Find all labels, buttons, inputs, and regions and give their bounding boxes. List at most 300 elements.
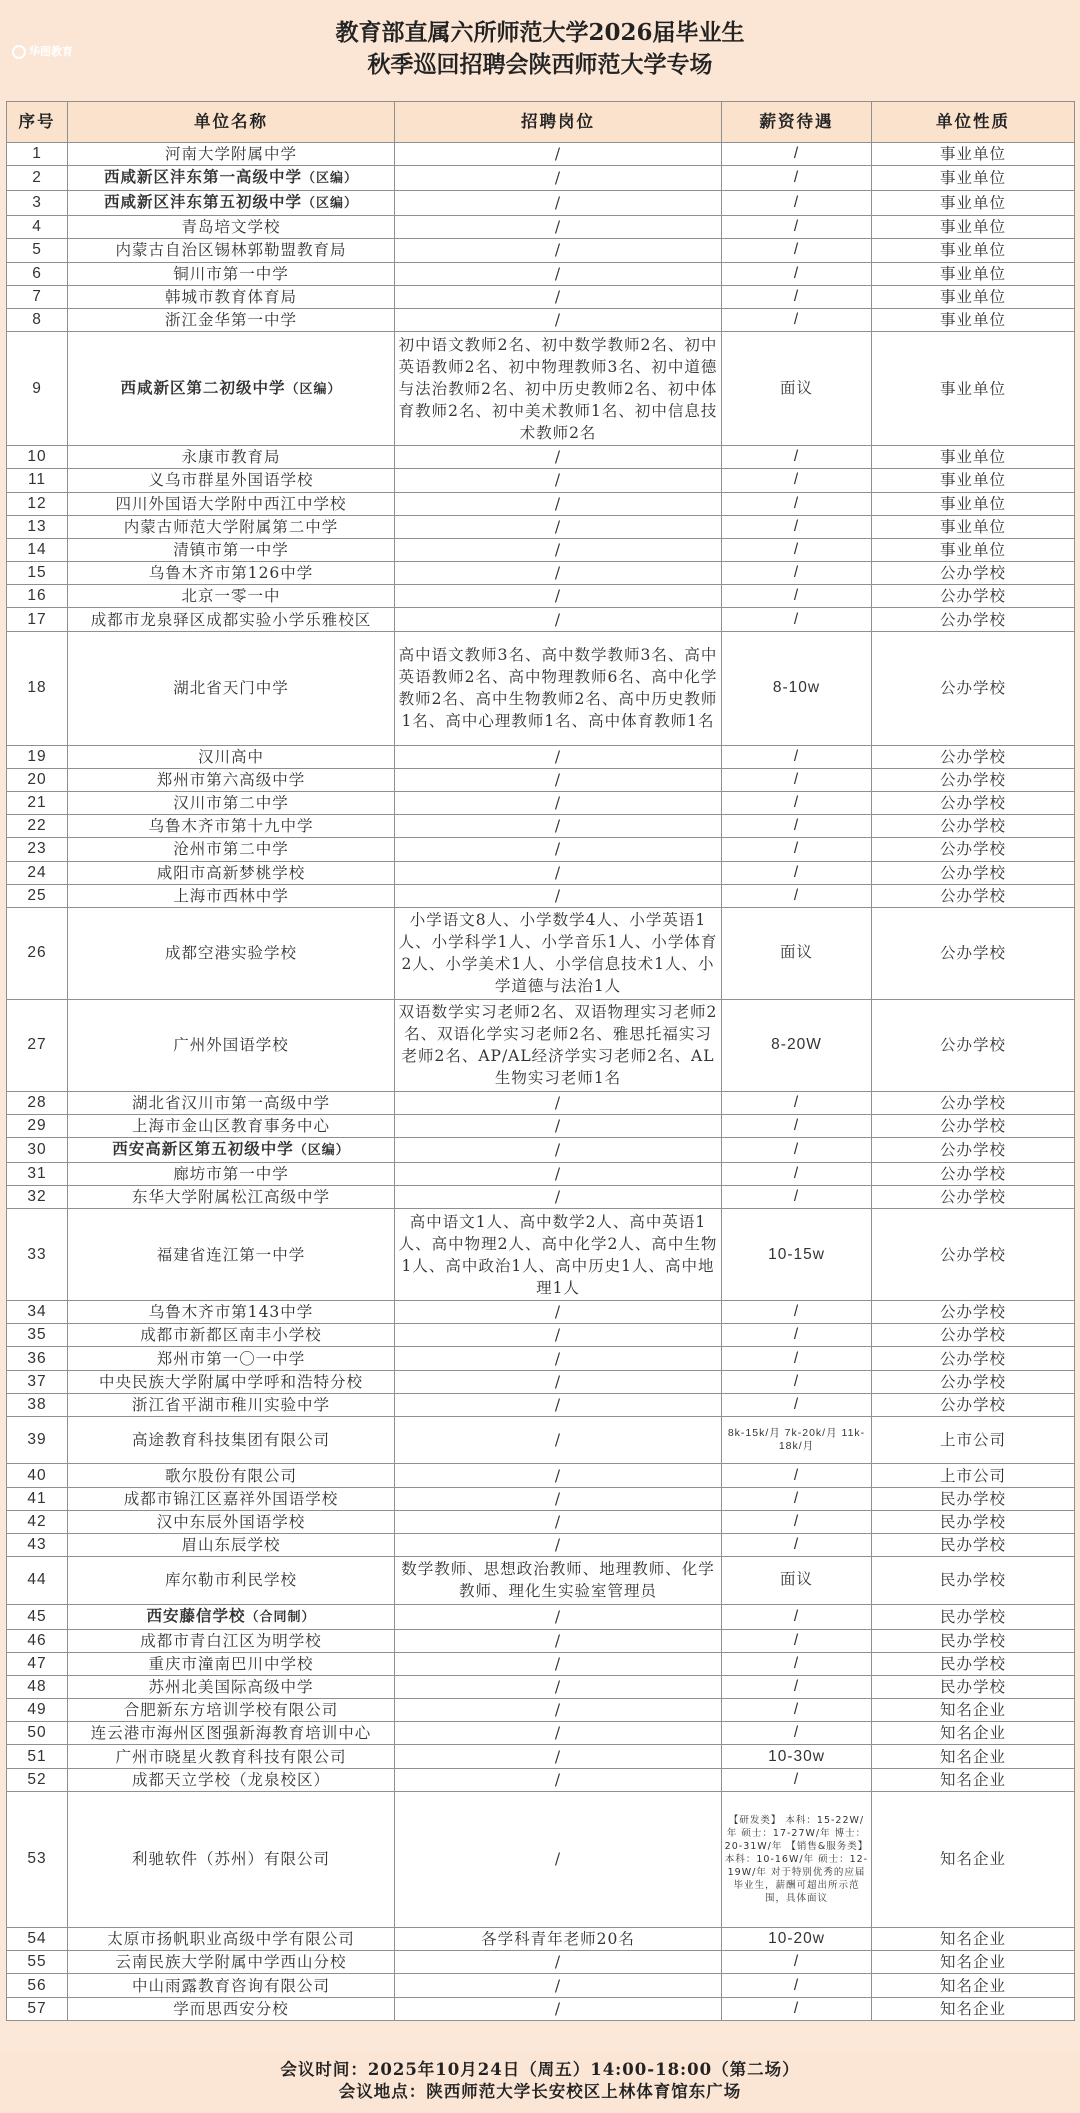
table-row [7,239,1075,262]
recruit-positions: / [395,815,722,838]
salary: / [722,562,872,585]
unit-name [68,1324,395,1347]
recruit-positions: / [395,1324,722,1347]
table-row [7,1301,1075,1324]
table-row [7,1722,1075,1745]
unit-type: 知名企业 [872,1699,1075,1722]
recruit-positions: / [395,1464,722,1487]
unit-name [68,1604,395,1629]
recruit-positions: / [395,1768,722,1791]
recruit-positions: / [395,1722,722,1745]
row-number: 22 [7,815,68,838]
salary: / [722,166,872,191]
table-row [7,1510,1075,1533]
table-row [7,745,1075,768]
row-number: 21 [7,792,68,815]
row-number: 52 [7,1768,68,1791]
salary: / [722,1186,872,1209]
unit-name [68,768,395,791]
recruit-positions: / [395,562,722,585]
row-number: 30 [7,1137,68,1162]
unit-name [68,1533,395,1556]
row-number: 28 [7,1091,68,1114]
recruit-positions: / [395,285,722,308]
table-row [7,1162,1075,1185]
recruit-positions: 小学语文8人、小学数学4人、小学英语1人、小学科学1人、小学音乐1人、小学体育2人、小学美术1人、小学信息技术1人、小学道德与法治1人 [395,907,722,999]
unit-name [68,191,395,216]
meeting-time: 会议时间：2025年10月24日（周五）14:00-18:00（第二场） [280,2060,800,2079]
unit-name-text: 成都市新都区南丰小学校 [140,1326,322,1345]
row-number: 14 [7,538,68,561]
unit-name [68,1652,395,1675]
table-row [7,1652,1075,1675]
unit-type: 事业单位 [872,239,1075,262]
unit-name [68,1974,395,1997]
unit-name-text: 北京一零一中 [181,587,281,606]
unit-type: 公办学校 [872,838,1075,861]
row-number: 41 [7,1487,68,1510]
salary: 面议 [722,907,872,999]
row-number: 45 [7,1604,68,1629]
recruit-positions: / [395,1091,722,1114]
unit-name [68,1487,395,1510]
unit-name [68,538,395,561]
unit-name [68,1557,395,1604]
unit-type: 知名企业 [872,1974,1075,1997]
unit-name [68,1768,395,1791]
table-row [7,1745,1075,1768]
salary: / [722,239,872,262]
unit-name-text: 内蒙古师范大学附属第二中学 [123,517,339,536]
unit-name-text: 上海市金山区教育事务中心 [131,1116,330,1135]
table-row [7,792,1075,815]
unit-type: 知名企业 [872,1722,1075,1745]
salary: / [722,492,872,515]
row-number: 25 [7,884,68,907]
unit-name-text: 铜川市第一中学 [173,264,289,283]
recruit-positions: / [395,1510,722,1533]
salary: / [722,1974,872,1997]
recruit-positions: / [395,585,722,608]
unit-name-text: 湖北省天门中学 [173,679,289,698]
table-row [7,143,1075,166]
unit-name-text: 成都天立学校（龙泉校区） [131,1770,330,1789]
unit-name [68,1393,395,1416]
unit-type: 公办学校 [872,792,1075,815]
salary: / [722,1768,872,1791]
unit-name-text: 重庆市潼南巴川中学校 [148,1654,314,1673]
row-number: 32 [7,1186,68,1209]
unit-name-text: 利驰软件（苏州）有限公司 [131,1850,330,1869]
salary: / [722,469,872,492]
unit-name-text: 眉山东辰学校 [181,1536,281,1555]
row-number: 29 [7,1114,68,1137]
salary: / [722,745,872,768]
unit-type: 公办学校 [872,585,1075,608]
unit-name-text: 西咸新区沣东第一高级中学 [103,167,302,187]
unit-name-text: 义乌市群星外国语学校 [148,471,314,490]
row-number: 5 [7,239,68,262]
salary: / [722,1997,872,2020]
table-row [7,1928,1075,1951]
unit-name-text: 郑州市第六高级中学 [156,770,306,789]
salary: / [722,191,872,216]
salary: / [722,1510,872,1533]
unit-name-text: 乌鲁木齐市第143中学 [148,1303,314,1322]
unit-type: 公办学校 [872,1347,1075,1370]
unit-tag: （区编） [302,171,359,187]
salary: / [722,1393,872,1416]
unit-type: 公办学校 [872,1324,1075,1347]
logo-text: 华图教育 [29,45,73,58]
unit-type: 事业单位 [872,308,1075,331]
unit-type: 公办学校 [872,608,1075,631]
unit-type: 事业单位 [872,143,1075,166]
unit-name [68,1629,395,1652]
unit-name [68,239,395,262]
unit-name-text: 成都市锦江区嘉祥外国语学校 [123,1489,339,1508]
unit-name-text: 歌尔股份有限公司 [164,1466,297,1485]
recruit-positions: / [395,1417,722,1464]
recruit-positions: / [395,308,722,331]
salary: 【研发类】 本科：15-22W/年 硕士：17-27W/年 博士：20-31W/年 【销售&服务类】 本科：10-16W/年 硕士：12-19W/年 对于特别优秀的应届毕业生，薪酬可超出所示范围，具体面议 [722,1791,872,1927]
unit-name-text: 广州外国语学校 [173,1036,289,1055]
table-row [7,191,1075,216]
unit-name-text: 学而思西安分校 [173,1999,289,2018]
unit-name-text: 湖北省汉川市第一高级中学 [131,1093,330,1112]
unit-type: 事业单位 [872,515,1075,538]
recruit-positions: 高中语文教师3名、高中数学教师3名、高中英语教师2名、高中物理教师6名、高中化学教师2名、高中生物教师2名、高中历史教师1名、高中心理教师1名、高中体育教师1名 [395,631,722,745]
column-header-salary: 薪资待遇 [722,102,872,143]
unit-name-text: 汉川高中 [197,747,264,766]
recruit-positions: / [395,1370,722,1393]
unit-type: 民办学校 [872,1604,1075,1629]
unit-name [68,1370,395,1393]
unit-name [68,838,395,861]
unit-type: 公办学校 [872,861,1075,884]
unit-name-text: 韩城市教育体育局 [164,287,297,306]
unit-name-text: 西咸新区沣东第五初级中学 [103,192,302,212]
unit-type: 事业单位 [872,285,1075,308]
row-number: 38 [7,1393,68,1416]
salary: / [722,815,872,838]
unit-name [68,1114,395,1137]
recruit-positions: / [395,1393,722,1416]
salary: / [722,1162,872,1185]
unit-type: 公办学校 [872,1114,1075,1137]
row-number: 23 [7,838,68,861]
row-number: 7 [7,285,68,308]
recruit-positions: / [395,1699,722,1722]
unit-type: 上市公司 [872,1417,1075,1464]
recruit-positions: / [395,745,722,768]
table-row [7,585,1075,608]
unit-name-text: 永康市教育局 [181,448,281,467]
recruit-positions: 数学教师、思想政治教师、地理教师、化学教师、理化生实验室管理员 [395,1557,722,1604]
recruit-positions: / [395,1997,722,2020]
salary: / [722,1629,872,1652]
row-number: 48 [7,1675,68,1698]
unit-name [68,585,395,608]
row-number: 42 [7,1510,68,1533]
unit-type: 公办学校 [872,1393,1075,1416]
table-row [7,332,1075,446]
salary: / [722,1487,872,1510]
unit-type: 知名企业 [872,1951,1075,1974]
recruit-positions: / [395,1652,722,1675]
unit-name-text: 成都空港实验学校 [164,944,297,963]
unit-tag: （区编） [293,1142,350,1158]
unit-name [68,745,395,768]
unit-name-text: 青岛培文学校 [181,218,281,237]
unit-type: 公办学校 [872,1209,1075,1301]
table-row [7,1209,1075,1301]
unit-name-text: 成都市龙泉驿区成都实验小学乐雅校区 [90,610,372,629]
table-row [7,262,1075,285]
column-header-name: 单位名称 [68,102,395,143]
unit-name-text: 浙江省平湖市稚川实验中学 [131,1395,330,1414]
recruit-positions: / [395,1745,722,1768]
unit-name-text: 内蒙古自治区锡林郭勒盟教育局 [115,241,347,260]
unit-name-text: 郑州市第一〇一中学 [156,1349,306,1368]
unit-tag: （合同制） [245,1609,316,1625]
unit-name-text: 太原市扬帆职业高级中学有限公司 [107,1930,355,1949]
salary: / [722,792,872,815]
unit-name [68,446,395,469]
table-row [7,815,1075,838]
salary: 10-15w [722,1209,872,1301]
table-row [7,538,1075,561]
salary: 面议 [722,1557,872,1604]
salary: / [722,608,872,631]
table-row [7,515,1075,538]
unit-name [68,469,395,492]
unit-type: 民办学校 [872,1557,1075,1604]
table-row [7,1324,1075,1347]
row-number: 6 [7,262,68,285]
unit-type: 知名企业 [872,1791,1075,1927]
table-row [7,768,1075,791]
table-row [7,166,1075,191]
recruit-positions: 高中语文1人、高中数学2人、高中英语1人、高中物理2人、高中化学2人、高中生物1人、高中政治1人、高中历史1人、高中地理1人 [395,1209,722,1301]
salary: / [722,216,872,239]
table-row [7,1675,1075,1698]
row-number: 57 [7,1997,68,2020]
brand-logo [12,40,82,64]
unit-type: 事业单位 [872,166,1075,191]
table-row [7,1186,1075,1209]
unit-type: 知名企业 [872,1997,1075,2020]
unit-name [68,1951,395,1974]
salary: / [722,768,872,791]
table-row [7,1417,1075,1464]
unit-name [68,1347,395,1370]
row-number: 27 [7,999,68,1091]
recruit-positions: / [395,1137,722,1162]
table-row [7,1137,1075,1162]
unit-type: 事业单位 [872,191,1075,216]
unit-type: 事业单位 [872,492,1075,515]
unit-tag: （区编） [285,381,342,397]
salary: / [722,838,872,861]
unit-name [68,562,395,585]
row-number: 10 [7,446,68,469]
table-row [7,884,1075,907]
unit-type: 知名企业 [872,1928,1075,1951]
unit-type: 民办学校 [872,1652,1075,1675]
row-number: 11 [7,469,68,492]
unit-name-text: 清镇市第一中学 [173,540,289,559]
row-number: 1 [7,143,68,166]
recruit-positions: / [395,216,722,239]
salary: / [722,1301,872,1324]
table-row [7,1951,1075,1974]
unit-name [68,1137,395,1162]
table-row [7,999,1075,1091]
recruit-positions: / [395,515,722,538]
table-row [7,469,1075,492]
recruit-positions: / [395,469,722,492]
row-number: 15 [7,562,68,585]
unit-name-text: 四川外国语大学附中西江中学校 [115,494,347,513]
salary: / [722,285,872,308]
recruit-positions: / [395,1675,722,1698]
row-number: 54 [7,1928,68,1951]
salary: / [722,1464,872,1487]
salary: / [722,538,872,561]
unit-name-text: 连云港市海州区图强新海教育培训中心 [90,1724,372,1743]
recruitment-table [6,101,1075,2021]
table-row [7,1629,1075,1652]
unit-name [68,792,395,815]
unit-name [68,1675,395,1698]
unit-type: 民办学校 [872,1510,1075,1533]
recruit-positions: / [395,262,722,285]
recruit-positions: / [395,492,722,515]
salary: / [722,1137,872,1162]
recruit-positions: / [395,1604,722,1629]
table-row [7,907,1075,999]
salary: / [722,1324,872,1347]
recruit-positions: 初中语文教师2名、初中数学教师2名、初中英语教师2名、初中物理教师3名、初中道德与法治教师2名、初中历史教师2名、初中体育教师2名、初中美术教师1名、初中信息技术教师2名 [395,332,722,446]
unit-name-text: 西安高新区第五初级中学 [112,1138,294,1158]
row-number: 35 [7,1324,68,1347]
unit-name [68,143,395,166]
table-row [7,1464,1075,1487]
table-row [7,492,1075,515]
recruit-positions: / [395,239,722,262]
recruit-positions: / [395,838,722,861]
unit-name [68,492,395,515]
unit-name [68,884,395,907]
unit-tag: （区编） [302,196,359,212]
unit-type: 公办学校 [872,631,1075,745]
unit-name [68,608,395,631]
page-title-line1: 教育部直属六所师范大学2026届毕业生 [335,19,745,46]
unit-type: 民办学校 [872,1675,1075,1698]
table-row [7,838,1075,861]
unit-name [68,1464,395,1487]
table-row [7,608,1075,631]
salary: / [722,1533,872,1556]
row-number: 53 [7,1791,68,1927]
salary: / [722,1604,872,1629]
unit-name-text: 苏州北美国际高级中学 [148,1678,314,1697]
row-number: 55 [7,1951,68,1974]
table-row [7,1768,1075,1791]
table-row [7,1974,1075,1997]
recruit-positions: / [395,446,722,469]
table-row [7,1604,1075,1629]
unit-name-text: 沧州市第二中学 [173,840,289,859]
unit-name [68,1510,395,1533]
recruit-positions: / [395,884,722,907]
unit-type: 上市公司 [872,1464,1075,1487]
recruit-positions: / [395,166,722,191]
unit-name [68,861,395,884]
unit-type: 公办学校 [872,1301,1075,1324]
row-number: 9 [7,332,68,446]
salary: 10-20w [722,1928,872,1951]
salary: / [722,446,872,469]
recruit-positions: 双语数学实习老师2名、双语物理实习老师2名、双语化学实习老师2名、雅思托福实习老师2名、AP/AL经济学实习老师2名、AL生物实习老师1名 [395,999,722,1091]
row-number: 51 [7,1745,68,1768]
page-title-line2: 秋季巡回招聘会陕西师范大学专场 [367,51,713,78]
unit-name [68,262,395,285]
table-row [7,631,1075,745]
table-row [7,1370,1075,1393]
row-number: 8 [7,308,68,331]
unit-name-text: 中央民族大学附属中学呼和浩特分校 [98,1372,363,1391]
row-number: 39 [7,1417,68,1464]
unit-name [68,216,395,239]
salary: / [722,1091,872,1114]
unit-name-text: 乌鲁木齐市第126中学 [148,564,314,583]
recruit-positions: / [395,1951,722,1974]
unit-name [68,332,395,446]
unit-type: 事业单位 [872,446,1075,469]
unit-name-text: 库尔勒市利民学校 [164,1571,297,1590]
recruit-positions: / [395,1162,722,1185]
row-number: 16 [7,585,68,608]
poster-header [0,0,1080,101]
unit-type: 事业单位 [872,538,1075,561]
unit-type: 事业单位 [872,216,1075,239]
unit-name-text: 汉川市第二中学 [173,794,289,813]
unit-name [68,285,395,308]
recruit-positions: / [395,1186,722,1209]
row-number: 18 [7,631,68,745]
salary: / [722,585,872,608]
row-number: 44 [7,1557,68,1604]
unit-type: 民办学校 [872,1533,1075,1556]
unit-name [68,1417,395,1464]
unit-name-text: 廊坊市第一中学 [173,1165,289,1183]
unit-type: 知名企业 [872,1745,1075,1768]
unit-type: 公办学校 [872,1370,1075,1393]
unit-type: 事业单位 [872,332,1075,446]
table-row [7,216,1075,239]
unit-name-text: 成都市青白江区为明学校 [140,1631,322,1650]
recruit-positions: / [395,1114,722,1137]
row-number: 17 [7,608,68,631]
recruit-positions: / [395,1974,722,1997]
salary: / [722,1347,872,1370]
row-number: 36 [7,1347,68,1370]
unit-type: 公办学校 [872,907,1075,999]
unit-name-text: 西咸新区第二初级中学 [120,377,286,397]
recruit-positions: / [395,768,722,791]
